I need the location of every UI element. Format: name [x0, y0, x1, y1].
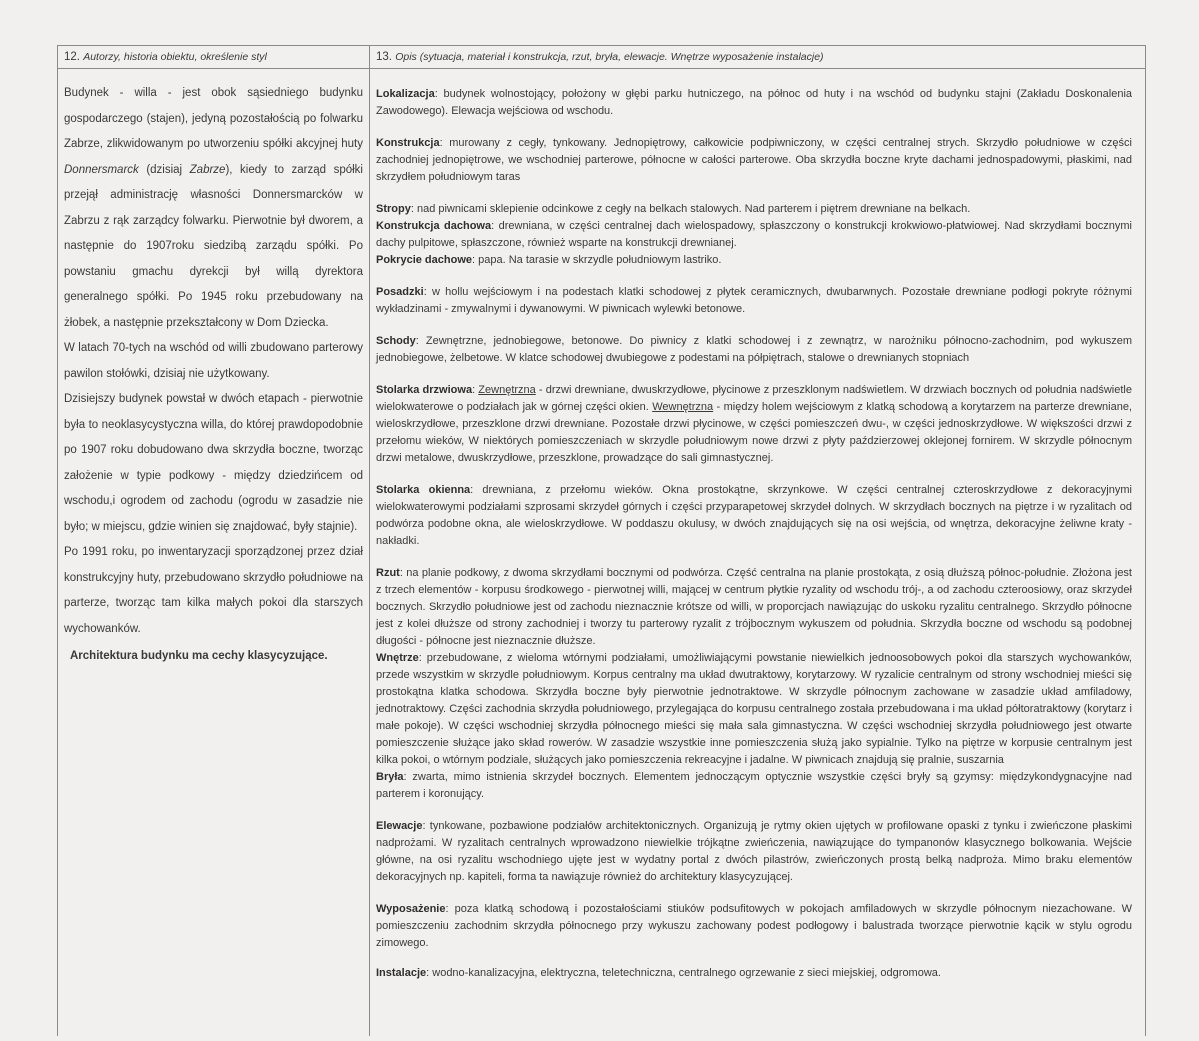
section-text: : tynkowane, pozbawione podziałów architektonicznych. Organizują je rytmy okien ujętych w profilowane opaski z tynku i zwieńczone płaskimi nadprożami. W ryzalitach centralnych wprowadzono niewielkie trójkątne zwieńczenia, nawiązujące do tympanonów klasycznego bolkowania. Wejście główne, na osi ryzalitu wschodniego ujęte jest w wydatny portal z dwóch pilastrów, zwieńczonych prostą belką nadproża. Mimo braku elementów dekoracyjnych np. kapiteli, forma ta nawiązuje również do architektury klasycyzującej.	[376, 820, 1132, 883]
section-text: : budynek wolnostojący, położony w głębi parku hutniczego, na północ od huty i na wschód od budynku stajni (Zakładu Doskonalenia Zawodowego). Elewacja wejściowa od wschodu.	[376, 88, 1132, 117]
history-column	[58, 46, 370, 1036]
history-paragraph-part: (dzisiaj	[138, 163, 190, 176]
section-text: : wodno-kanalizacyjna, elektryczna, teletechniczna, centralnego ogrzewanie z sieci miejskiej, odgromowa.	[426, 967, 941, 979]
section-label: Lokalizacja	[376, 88, 435, 100]
history-paragraph-part: Budynek - willa - jest obok sąsiedniego budynku gospodarczego (stajen), jedyną pozostałością po folwarku Zabrze, zlikwidowanym po utworzeniu spółki akcyjnej huty	[64, 87, 363, 150]
section-label: Rzut	[376, 567, 400, 579]
section-text: : zwarta, mimo istnienia skrzydeł bocznych. Elementem jednoczącym optycznie wszystkie części bryły są gzymsy: międzykondygnacyjne nad parterem i koronujący.	[376, 771, 1132, 800]
section-text: : Zewnętrzne, jednobiegowe, betonowe. Do piwnicy z klatki schodowej i z zewnątrz, w narożniku północno-zachodnim, pod wykuszem jednobiegowe, żelbetowe. W klatce schodowej dwubiegowe z podestami na półpiętrach, stalowe o drewnianych stopniach	[376, 335, 1132, 364]
section-label: Konstrukcja	[376, 137, 440, 149]
section-label: Bryła	[376, 771, 404, 783]
section-konstrukcja	[376, 135, 1132, 186]
history-paragraph-part: ), kiedy to zarząd spółki przejął administrację własności Donnersmarcków w Zabrzu z rąk zarządcy folwarku. Pierwotnie był dworem, a następnie do 1907roku siedzibą zarządu spółki. Po powstaniu gmachu dyrekcji był willą dyrektora generalnego spółki. Po 1945 roku przebudowany na żłobek, a następnie przekształcony w Dom Dziecka.	[64, 163, 363, 329]
door-interior-label: Wewnętrzna	[652, 401, 714, 413]
history-paragraph: Dzisiejszy budynek powstał w dwóch etapach - pierwotnie była to neoklasycystyczna willa, do której prawdopodobnie po 1907 roku dobudowano dwa skrzydła boczne, tworząc założenie w typie podkowy - między dziedzińcem od wschodu,i ogrodem od zachodu (ogrodu w zasadzie nie było; w miejscu, gdzie winien się znajdować, były stajnie).	[64, 393, 363, 533]
history-paragraph	[64, 81, 363, 336]
style-conclusion: Architektura budynku ma cechy klasycyzujące.	[70, 650, 328, 662]
section-text: : papa. Na tarasie w skrzydle południowym lastriko.	[472, 254, 722, 266]
section-lokalizacja	[376, 86, 1132, 120]
section-label: Wnętrze	[376, 652, 419, 664]
section-label: Konstrukcja dachowa	[376, 220, 492, 232]
history-header-title: Autorzy, historia obiektu, określenie styl	[83, 51, 267, 63]
section-separator: :	[472, 384, 479, 396]
history-paragraph: Po 1991 roku, po inwentaryzacji sporządzonej przez dział konstrukcyjny huty, przebudowano skrzydło południowe na parterze, tworząc tam kilka małych pokoi dla starszych wychowanków.	[64, 546, 363, 635]
description-header-title: Opis (sytuacja, materiał i konstrukcja, rzut, bryła, elewacje. Wnętrze wyposażenie instalacje)	[395, 51, 824, 63]
history-header	[58, 46, 369, 69]
section-text: - drzwi drewniane, dwuskrzydłowe, płycinowe z przeszklonym nadświetlem. W drzwiach bocznych od południa nadświetle wielokwaterowe o podziałach jak w górnej części okien.	[376, 384, 1132, 413]
section-rzut	[376, 565, 1132, 650]
section-text: : drewniana, w części centralnej dach wielospadowy, spłaszczony o konstrukcji krokwiowo-płatwiowej. Nad skrzydłami bocznymi dachy pulpitowe, spłaszczone, również wsparte na konstrukcji drewnianej.	[376, 220, 1132, 249]
section-label: Instalacje	[376, 967, 427, 979]
section-label: Stropy	[376, 203, 411, 215]
history-text	[58, 69, 369, 670]
section-instalacje	[376, 965, 1132, 982]
section-elewacje	[376, 818, 1132, 886]
section-label: Pokrycie dachowe	[376, 254, 472, 266]
document-table	[57, 45, 1146, 1036]
history-header-number: 12.	[64, 51, 80, 63]
section-text: : murowany z cegły, tynkowany. Jednopiętrowy, całkowicie podpiwniczony, w części centralnej strych. Skrzydło południowe w części zachodniej jednopiętrowe, we wschodniej parterowe, północne w całości parterowe. Oba skrzydła boczne kryte dachami jednospadowymi, płaskimi, nad skrzydłem południowym taras	[376, 137, 1132, 183]
section-bryla	[376, 769, 1132, 803]
description-header-number: 13.	[376, 51, 392, 63]
section-stolarka-okienna	[376, 482, 1132, 550]
section-label: Elewacje	[376, 820, 423, 832]
section-label: Stolarka drzwiowa	[376, 384, 473, 396]
section-konstrukcja-dachowa	[376, 218, 1132, 252]
section-label: Stolarka okienna	[376, 484, 471, 496]
section-text: : na planie podkowy, z dwoma skrzydłami bocznymi od podwórza. Część centralna na planie prostokąta, z osią dłuższą północ-południe. Złożona jest z trzech elementów - korpusu środkowego - pierwotnej willi, mającej w centrum płytkie ryzality od wschodu trój-, a od zachodu czteroosiowy, oraz skrzydeł bocznych. Skrzydło południowe jest od zachodu nieznacznie krótsze od willi, w proporcjach nawiązując do uskoku ryzalitu centralnego. Skrzydło północne jest z kolei dłuższe od strony zachodniej i tworzy tu parterowy ryzalit z trójbocznym wykuszem od południa. Skrzydła boczne od wschodu są podobnej długości - północne jest nieznacznie dłuższe.	[376, 567, 1132, 647]
section-text: - między holem wejściowym z klatką schodową a korytarzem na parterze drewniane, wieloskrzydłowe, przeszklone drzwi drewniane. Pozostałe drzwi płycinowe, w części pomieszczeń dwu-, w części jednoskrzydłowe. W większości drzwi z przełomu wieków, W niektórych pomieszczeniach w skrzydle południowym nowe drzwi z płyty paździerzowej oklejonej fornirem. W skrzydle północnym drzwi metalowe, dwuskrzydłowe, przeszklone, prowadzące do sali gimnastycznej.	[376, 401, 1132, 464]
description-column	[370, 46, 1145, 1036]
section-pokrycie-dachowe	[376, 252, 1132, 269]
section-label: Schody	[376, 335, 416, 347]
history-city-name: Zabrze	[189, 163, 226, 176]
history-paragraph: W latach 70-tych na wschód od willi zbudowano parterowy pawilon stołówki, dzisiaj nie użytkowany.	[64, 342, 363, 380]
section-text: : poza klatką schodową i pozostałościami stiuków podsufitowych w pokojach amfiladowych w skrzydle północnym niezachowane. W pomieszczeniu zachodnim skrzydła północnego przy wykuszu zachowany podest podłogowy i balustrada tworzące pierwotnie kącik w stylu ogrodu zimowego.	[376, 903, 1132, 949]
section-label: Posadzki	[376, 286, 424, 298]
section-stolarka-drzwiowa	[376, 382, 1132, 467]
section-label: Wyposażenie	[376, 903, 446, 915]
section-text: : nad piwnicami sklepienie odcinkowe z cegły na belkach stalowych. Nad parterem i piętrem drewniane na belkach.	[410, 203, 971, 215]
section-wyposazenie	[376, 901, 1132, 952]
section-text: : w hollu wejściowym i na podestach klatki schodowej z płytek ceramicznych, dwubarwnych. Pozostałe drewniane podłogi pokryte różnymi wykładzinami - zmywalnymi i dywanowymi. W piwnicach wylewki betonowe.	[376, 286, 1132, 315]
history-company-name: Donnersmarck	[64, 163, 139, 176]
section-text: : przebudowane, z wieloma wtórnymi podziałami, umożliwiającymi powstanie niewielkich jednoosobowych pokoi dla starszych wychowanków, przede wszystkim w skrzydle południowym. Korpus centralny ma układ dwutraktowy, korytarzowy. W ryzalicie centralnym od strony wschodniej mieści się prostokątna klatka schodowa. Skrzydła boczne były pierwotnie jednotraktowe. W skrzydle północnym zachowane w zasadzie układ amfiladowy, jednotraktowy. Części zachodnia skrzydła południowego, przylegająca do korpusu centralnego została przebudowana i ma układ półtoratraktowy (korytarz i małe pokoje). W części wschodniej skrzydła północnego mieści się mała sala gimnastyczna. W części wschodniej skrzydła południowego jest otwarte pomieszczenie służące jako skład rowerów. W zasadzie wszystkie inne pomieszczenia służą jako sypialnie. Tylko na piętrze w korpusie centralnym jest kilka pokoi, o wtórnym podziale, służących jako pomieszczenia rekreacyjne i jadalne. W piwnicach znajdują się pralnie, suszarnia	[376, 652, 1132, 766]
description-header	[370, 46, 1145, 69]
section-wnetrze	[376, 650, 1132, 769]
door-exterior-label: Zewnętrzna	[478, 384, 536, 396]
description-text	[370, 69, 1145, 982]
section-stropy	[376, 201, 1132, 218]
section-posadzki	[376, 284, 1132, 318]
section-text: : drewniana, z przełomu wieków. Okna prostokątne, skrzynkowe. W części centralnej czteroskrzydłowe z dekoracyjnymi wielokwaterowymi podziałami szprosami skrzydeł górnych i części przyparapetowej skrzydeł dolnych. W skrzydłach bocznych na piętrze i w ryzalitach od podwórza podobne okna, ale wieloskrzydłowe. W poddaszu okulusy, w dwóch znajdujących się na osi wejścia, od wnętrza, dekoracyjne żeliwne kraty - nakładki.	[376, 484, 1132, 547]
section-schody	[376, 333, 1132, 367]
